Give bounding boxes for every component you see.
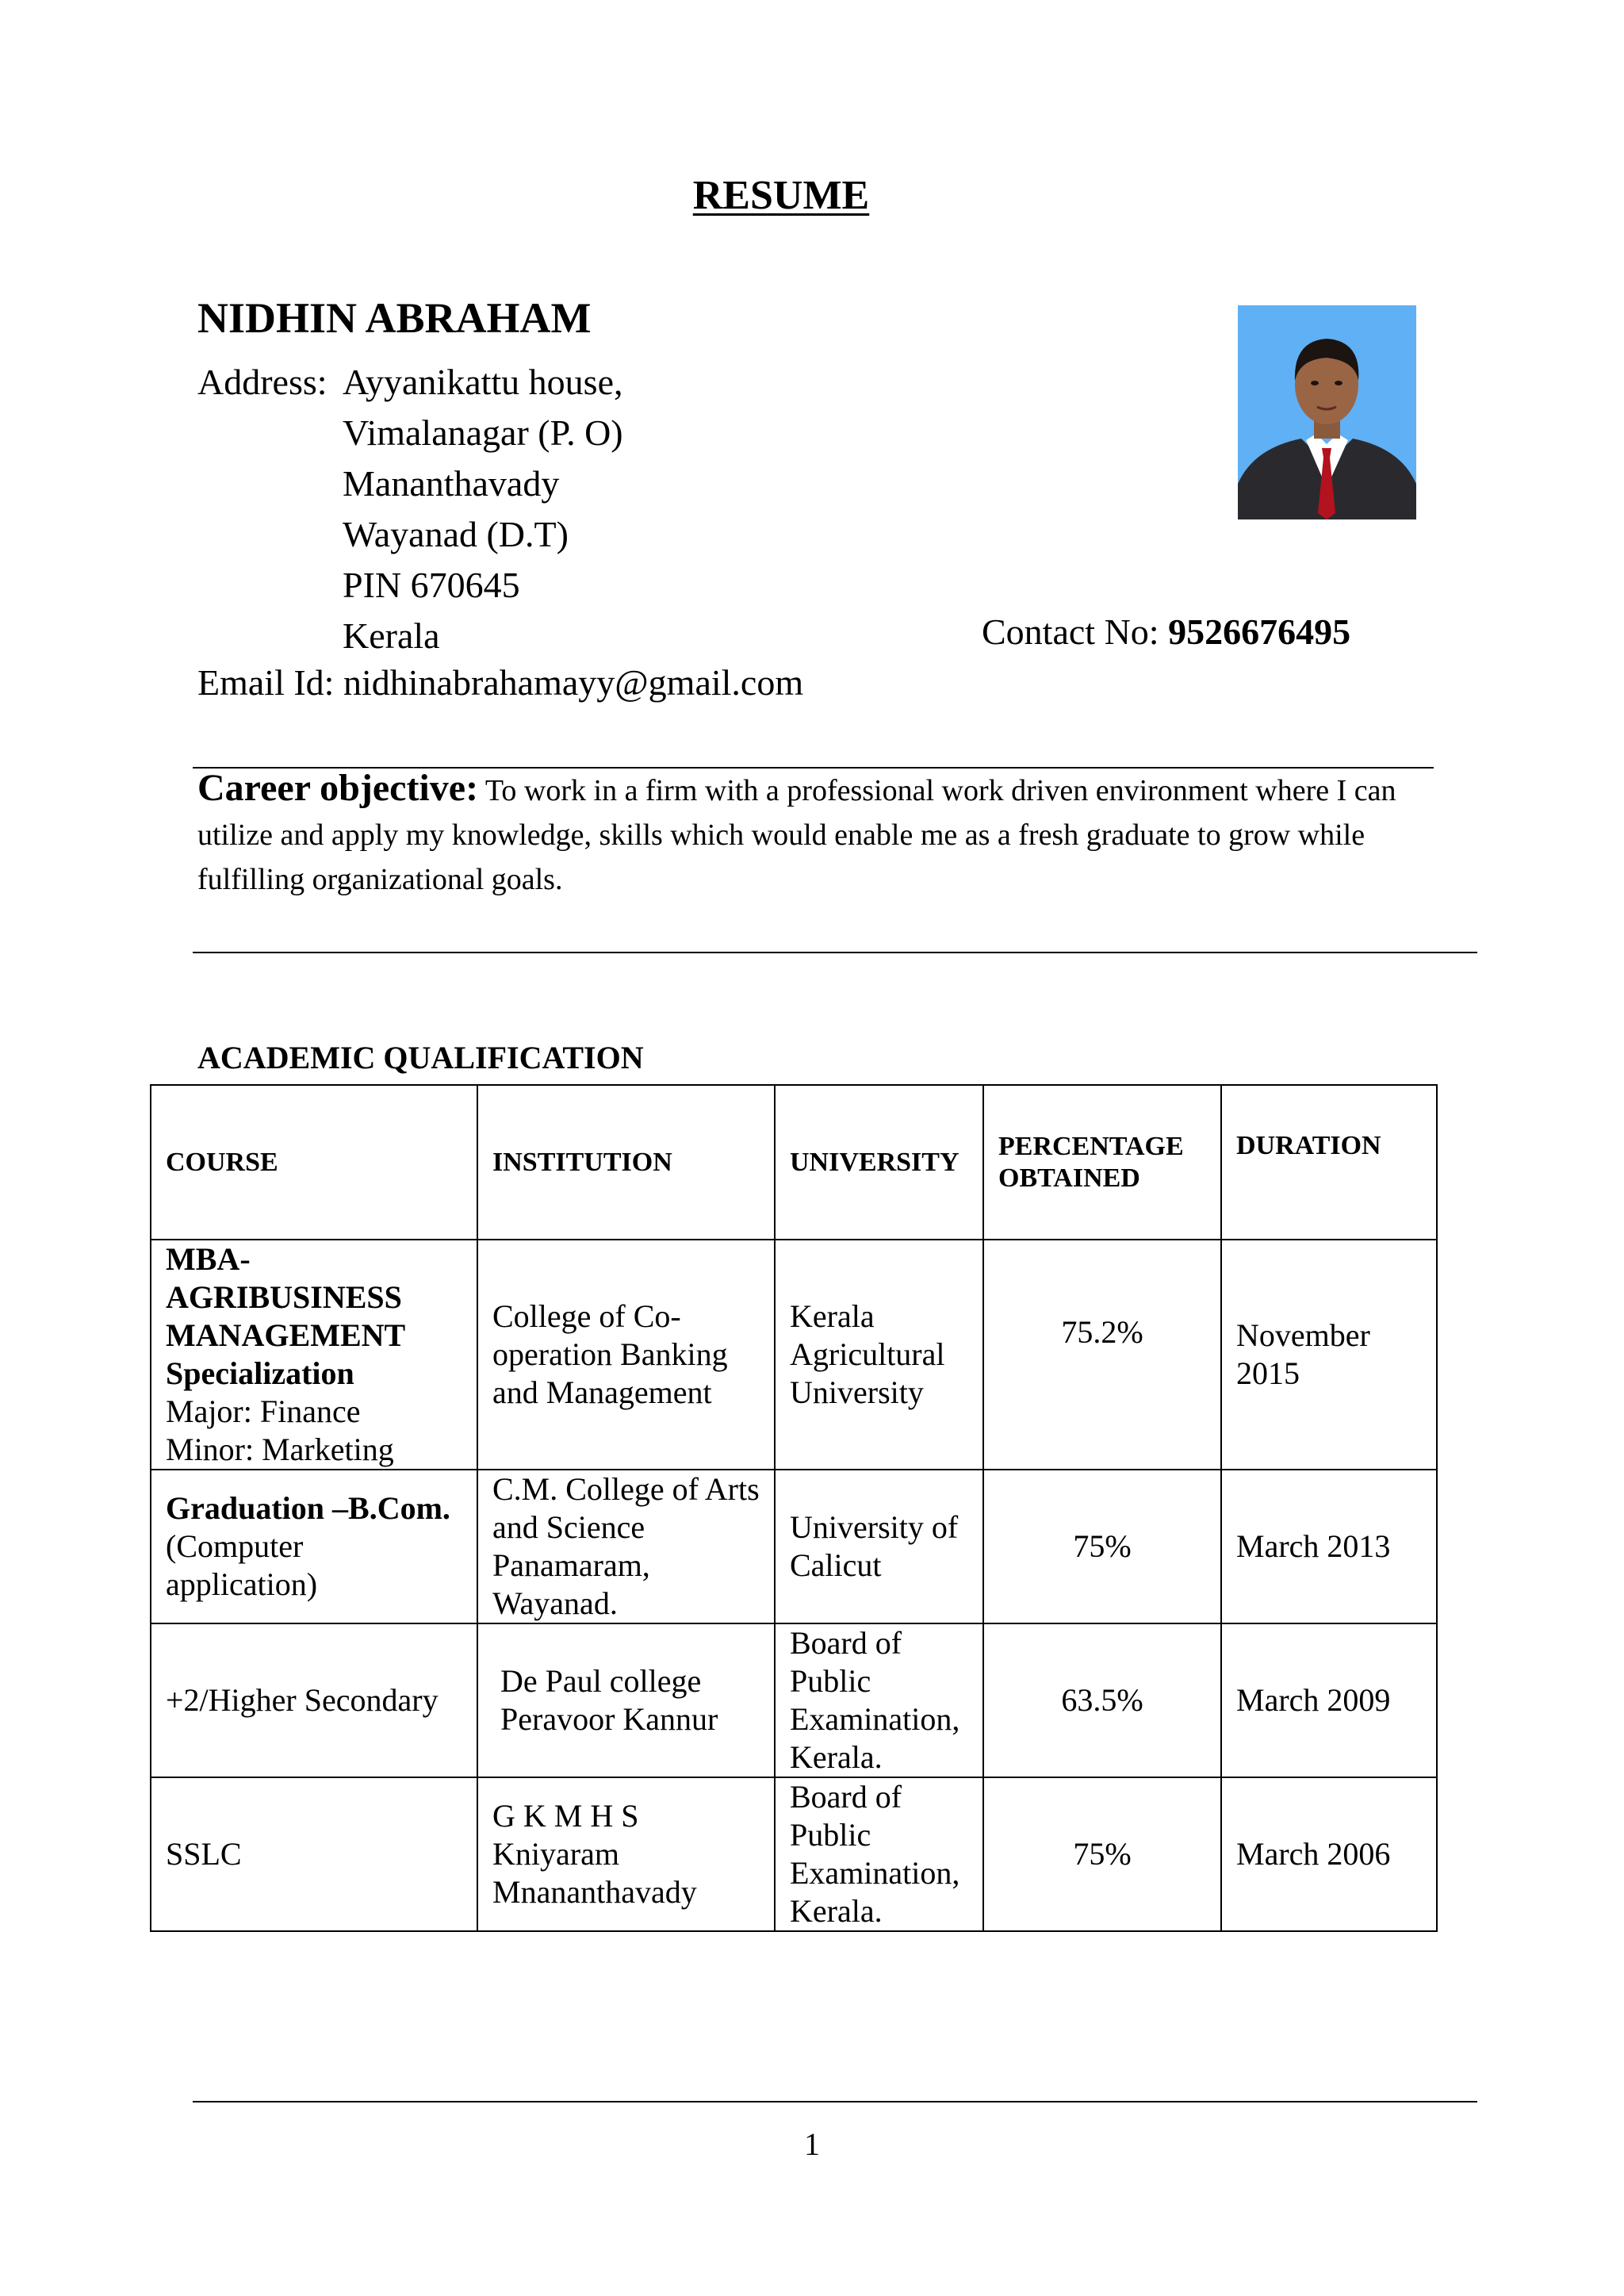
profile-photo-illustration: [1238, 305, 1416, 519]
profile-photo: [1238, 305, 1416, 519]
course-name: Graduation –B.Com.: [166, 1490, 450, 1526]
contact-label: Contact No:: [982, 611, 1159, 652]
table-row: [151, 1623, 1437, 1777]
header-course: COURSE: [151, 1085, 477, 1240]
duration-cell: November 2015: [1221, 1240, 1437, 1470]
institution-cell: College of Co-operation Banking and Management: [477, 1240, 775, 1470]
divider-career: [193, 952, 1477, 953]
duration-cell: March 2006: [1221, 1777, 1437, 1931]
table-row: [151, 1470, 1437, 1623]
career-objective-text: To work in a firm with a professional work driven environment where I can utilize and apply my knowledge, skills which would enable me as a fresh graduate to grow while fulfilling organizational goals.: [197, 774, 1396, 896]
university-cell: University of Calicut: [775, 1470, 983, 1623]
career-objective-label: Career objective:: [197, 767, 479, 809]
table-row: [151, 1777, 1437, 1931]
address-line: PIN 670645: [343, 565, 520, 605]
university-cell: Board of Public Examination, Kerala.: [775, 1623, 983, 1777]
table-row: [151, 1240, 1437, 1470]
page-number: 1: [804, 2126, 820, 2162]
address-line: Vimalanagar (P. O): [343, 412, 623, 453]
percentage-cell: 75%: [983, 1777, 1221, 1931]
email-row: [197, 661, 803, 703]
address-line: Kerala: [343, 615, 440, 656]
header-university: UNIVERSITY: [775, 1085, 983, 1240]
course-detail: (Computer application): [166, 1528, 318, 1602]
course-detail: Minor: Marketing: [166, 1432, 394, 1467]
email-value: nidhinabrahamayy@gmail.com: [343, 662, 804, 703]
header-duration: DURATION: [1221, 1085, 1437, 1240]
institution-cell: C.M. College of Arts and Science Panamaram, Wayanad.: [477, 1470, 775, 1623]
duration-cell: March 2013: [1221, 1470, 1437, 1623]
contact-value: 9526676495: [1168, 611, 1351, 652]
table-header-row: [151, 1085, 1437, 1240]
address-block: [343, 357, 623, 661]
address-line: Mananthavady: [343, 463, 560, 504]
address-line: Wayanad (D.T): [343, 514, 569, 554]
duration-cell: March 2009: [1221, 1623, 1437, 1777]
percentage-cell: 63.5%: [983, 1623, 1221, 1777]
header-percentage: PERCENTAGE OBTAINED: [983, 1085, 1221, 1240]
course-cell: SSLC: [151, 1777, 477, 1931]
academic-heading: ACADEMIC QUALIFICATION: [197, 1040, 644, 1075]
email-label: Email Id:: [197, 662, 335, 703]
course-cell: +2/Higher Secondary: [151, 1623, 477, 1777]
contact-number: [982, 611, 1350, 653]
career-objective: [197, 766, 1442, 902]
resume-title: RESUME: [692, 173, 870, 218]
course-cell: [151, 1470, 477, 1623]
course-name: MBA-AGRIBUSINESS MANAGEMENT Specialization: [166, 1241, 405, 1391]
address-label: Address:: [197, 362, 327, 402]
percentage-cell: 75%: [983, 1470, 1221, 1623]
address-line: Ayyanikattu house,: [343, 362, 623, 402]
course-cell: [151, 1240, 477, 1470]
university-cell: Kerala Agricultural University: [775, 1240, 983, 1470]
divider-footer: [193, 2101, 1477, 2102]
header-institution: INSTITUTION: [477, 1085, 775, 1240]
academic-table: [150, 1084, 1438, 1932]
institution-cell: G K M H S Kniyaram Mnananthavady: [477, 1777, 775, 1931]
percentage-cell: 75.2%: [983, 1240, 1221, 1470]
course-detail: Major: Finance: [166, 1393, 361, 1429]
university-cell: Board of Public Examination, Kerala.: [775, 1777, 983, 1931]
institution-cell: De Paul college Peravoor Kannur: [477, 1623, 775, 1777]
candidate-name: NIDHIN ABRAHAM: [197, 294, 592, 342]
